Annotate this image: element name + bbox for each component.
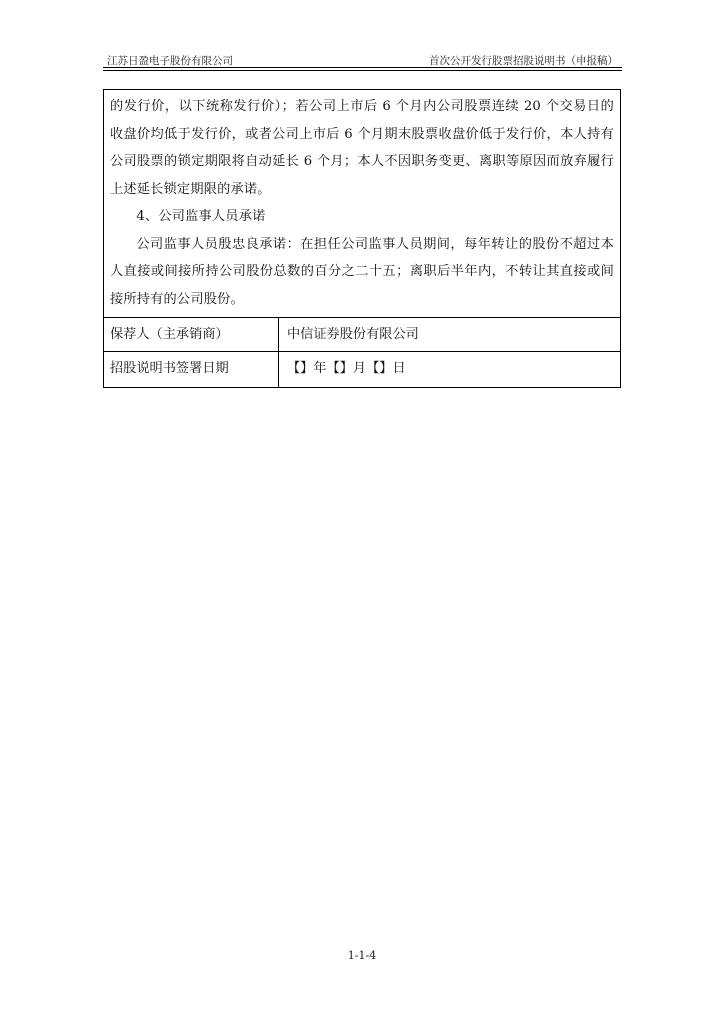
header-rule [103, 67, 622, 68]
table-row [104, 318, 620, 352]
paragraph-lockup-extension: 的发行价，以下统称发行价）；若公司上市后 6 个月内公司股票连续 20 个交易日的收盘价均低于发行价，或者公司上市后 6 个月期末股票收盘价低于发行价，本人持有公司股票的锁定期限将自动延长 6 个月；本人不因职务变更、离职等原因而放弃履行上述延长锁定期限的承诺。 [110, 99, 614, 197]
section-heading-supervisor-commitment: 4、公司监事人员承诺 [136, 209, 266, 224]
row-value-sponsor: 中信证券股份有限公司 [287, 327, 419, 342]
header-document-title: 首次公开发行股票招股说明书（申报稿） [429, 55, 618, 67]
page-header [103, 50, 622, 68]
header-company-name: 江苏日盈电子股份有限公司 [107, 55, 233, 67]
table-row [104, 352, 620, 387]
page-number: 1-1-4 [347, 949, 377, 962]
row-label-sponsor: 保荐人（主承销商） [104, 318, 279, 351]
row-value-signing-date: 【】年【】月【】日 [287, 361, 406, 376]
document-table [103, 89, 621, 388]
row-label-signing-date: 招股说明书签署日期 [104, 352, 279, 387]
commitment-text-cell [104, 90, 620, 318]
header-rule-thin [103, 70, 622, 71]
paragraph-supervisor-commitment: 公司监事人员殷忠良承诺：在担任公司监事人员期间，每年转让的股份不超过本人直接或间接所持公司股份总数的百分之二十五；离职后半年内，不转让其直接或间接所持有的公司股份。 [110, 236, 614, 307]
